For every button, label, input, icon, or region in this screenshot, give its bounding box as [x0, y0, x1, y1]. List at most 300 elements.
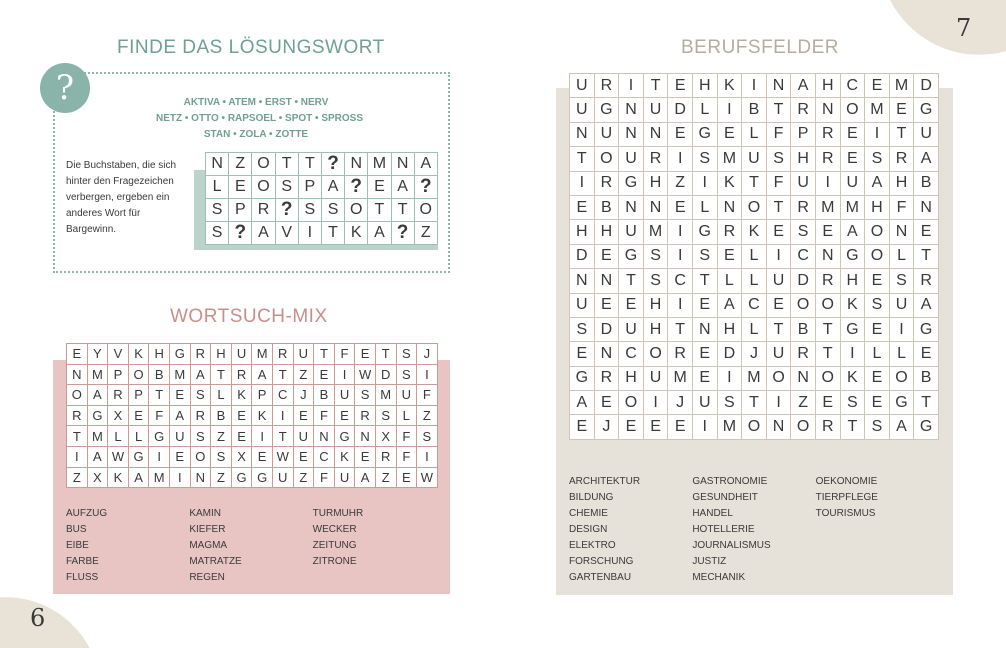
letter-cell[interactable]: O [252, 176, 275, 199]
letter-cell[interactable]: O [815, 366, 840, 390]
letter-cell[interactable]: Z [211, 467, 232, 488]
letter-cell[interactable]: T [766, 195, 791, 219]
letter-cell[interactable]: T [889, 122, 914, 146]
letter-cell[interactable]: G [87, 405, 108, 426]
letter-cell[interactable]: D [668, 98, 693, 122]
letter-cell[interactable]: H [815, 74, 840, 98]
letter-cell[interactable]: I [298, 222, 321, 245]
letter-cell[interactable]: U [791, 171, 816, 195]
letter-cell[interactable]: A [914, 147, 939, 171]
letter-cell[interactable]: S [375, 405, 396, 426]
letter-cell[interactable]: U [570, 98, 595, 122]
letter-cell[interactable]: U [643, 366, 668, 390]
letter-cell[interactable]: S [298, 199, 321, 222]
letter-cell[interactable]: I [692, 415, 717, 439]
letter-cell[interactable]: O [815, 293, 840, 317]
letter-cell[interactable]: A [87, 446, 108, 467]
letter-cell[interactable]: I [815, 171, 840, 195]
letter-cell[interactable]: F [396, 426, 417, 447]
letter-cell[interactable]: B [594, 195, 619, 219]
letter-cell[interactable]: H [211, 344, 232, 365]
letter-cell[interactable]: Z [414, 222, 437, 245]
letter-cell[interactable]: H [791, 147, 816, 171]
letter-cell[interactable]: E [293, 405, 314, 426]
letter-cell[interactable]: N [914, 195, 939, 219]
letter-cell[interactable]: A [865, 171, 890, 195]
letter-cell[interactable]: C [742, 293, 767, 317]
letter-cell[interactable]: F [889, 195, 914, 219]
letter-cell[interactable]: E [570, 342, 595, 366]
letter-cell[interactable]: V [108, 344, 129, 365]
letter-cell[interactable]: N [815, 244, 840, 268]
letter-cell[interactable]: Z [417, 405, 438, 426]
letter-cell[interactable]: L [211, 385, 232, 406]
letter-cell[interactable]: E [594, 391, 619, 415]
letter-cell[interactable]: M [87, 364, 108, 385]
letter-cell[interactable]: S [889, 269, 914, 293]
letter-cell[interactable]: N [345, 153, 368, 176]
letter-cell[interactable]: E [840, 147, 865, 171]
letter-cell[interactable]: E [840, 122, 865, 146]
letter-cell[interactable]: I [619, 74, 644, 98]
letter-cell[interactable]: U [272, 467, 293, 488]
letter-cell[interactable]: L [865, 342, 890, 366]
letter-cell[interactable]: S [211, 446, 232, 467]
letter-cell[interactable]: J [742, 342, 767, 366]
letter-cell[interactable]: E [692, 293, 717, 317]
letter-cell[interactable]: T [298, 153, 321, 176]
letter-cell[interactable]: H [840, 269, 865, 293]
letter-cell[interactable]: R [791, 195, 816, 219]
letter-cell[interactable]: N [619, 195, 644, 219]
letter-cell[interactable]: R [815, 122, 840, 146]
hidden-letter-cell[interactable]: ? [391, 222, 414, 245]
letter-cell[interactable]: I [169, 467, 190, 488]
letter-cell[interactable]: T [619, 269, 644, 293]
letter-cell[interactable]: T [570, 147, 595, 171]
letter-cell[interactable]: E [67, 344, 88, 365]
letter-cell[interactable]: R [67, 405, 88, 426]
letter-cell[interactable]: L [128, 426, 149, 447]
letter-cell[interactable]: N [206, 153, 229, 176]
hidden-letter-cell[interactable]: ? [275, 199, 298, 222]
letter-cell[interactable]: U [914, 122, 939, 146]
letter-cell[interactable]: E [128, 405, 149, 426]
letter-cell[interactable]: K [231, 385, 252, 406]
letter-cell[interactable]: D [375, 364, 396, 385]
letter-cell[interactable]: P [108, 364, 129, 385]
letter-cell[interactable]: C [314, 446, 335, 467]
letter-cell[interactable]: X [108, 405, 129, 426]
letter-cell[interactable]: S [791, 220, 816, 244]
letter-cell[interactable]: O [742, 415, 767, 439]
letter-cell[interactable]: E [594, 244, 619, 268]
letter-cell[interactable]: P [252, 385, 273, 406]
letter-cell[interactable]: W [272, 446, 293, 467]
letter-cell[interactable]: R [272, 344, 293, 365]
hidden-letter-cell[interactable]: ? [229, 222, 252, 245]
letter-cell[interactable]: N [619, 98, 644, 122]
letter-cell[interactable]: T [692, 269, 717, 293]
letter-cell[interactable]: I [570, 171, 595, 195]
letter-cell[interactable]: R [668, 342, 693, 366]
letter-cell[interactable]: K [717, 74, 742, 98]
letter-cell[interactable]: M [865, 98, 890, 122]
letter-cell[interactable]: J [668, 391, 693, 415]
letter-cell[interactable]: F [334, 344, 355, 365]
letter-cell[interactable]: S [206, 222, 229, 245]
letter-cell[interactable]: O [791, 293, 816, 317]
letter-cell[interactable]: R [355, 405, 376, 426]
letter-cell[interactable]: R [914, 269, 939, 293]
letter-cell[interactable]: Z [293, 467, 314, 488]
letter-cell[interactable]: P [229, 199, 252, 222]
letter-cell[interactable]: C [668, 269, 693, 293]
hidden-letter-cell[interactable]: ? [321, 153, 344, 176]
letter-cell[interactable]: N [791, 366, 816, 390]
letter-cell[interactable]: B [914, 366, 939, 390]
letter-cell[interactable]: E [865, 366, 890, 390]
letter-cell[interactable]: O [865, 220, 890, 244]
letter-cell[interactable]: B [742, 98, 767, 122]
letter-cell[interactable]: S [321, 199, 344, 222]
letter-cell[interactable]: T [375, 344, 396, 365]
letter-cell[interactable]: E [570, 415, 595, 439]
letter-cell[interactable]: M [742, 366, 767, 390]
letter-cell[interactable]: G [128, 446, 149, 467]
letter-cell[interactable]: M [840, 195, 865, 219]
letter-cell[interactable]: O [128, 364, 149, 385]
letter-cell[interactable]: S [865, 293, 890, 317]
letter-cell[interactable]: E [231, 426, 252, 447]
letter-cell[interactable]: X [375, 426, 396, 447]
letter-cell[interactable]: A [190, 364, 211, 385]
letter-cell[interactable]: A [87, 385, 108, 406]
letter-cell[interactable]: I [766, 391, 791, 415]
letter-cell[interactable]: T [321, 222, 344, 245]
letter-cell[interactable]: K [252, 405, 273, 426]
letter-cell[interactable]: U [334, 385, 355, 406]
letter-cell[interactable]: E [865, 391, 890, 415]
letter-cell[interactable]: E [914, 220, 939, 244]
letter-cell[interactable]: U [643, 98, 668, 122]
letter-cell[interactable]: E [668, 195, 693, 219]
letter-cell[interactable]: I [766, 244, 791, 268]
letter-cell[interactable]: E [668, 415, 693, 439]
letter-cell[interactable]: T [914, 391, 939, 415]
letter-cell[interactable]: U [169, 426, 190, 447]
letter-cell[interactable]: E [865, 269, 890, 293]
letter-cell[interactable]: N [314, 426, 335, 447]
letter-cell[interactable]: O [791, 415, 816, 439]
letter-cell[interactable]: N [594, 342, 619, 366]
letter-cell[interactable]: S [417, 426, 438, 447]
letter-cell[interactable]: F [766, 171, 791, 195]
letter-cell[interactable]: I [67, 446, 88, 467]
letter-cell[interactable]: L [742, 317, 767, 341]
letter-cell[interactable]: H [889, 171, 914, 195]
letter-cell[interactable]: E [668, 74, 693, 98]
letter-cell[interactable]: S [717, 391, 742, 415]
letter-cell[interactable]: H [717, 317, 742, 341]
letter-cell[interactable]: G [169, 344, 190, 365]
letter-cell[interactable]: E [865, 317, 890, 341]
letter-cell[interactable]: I [149, 446, 170, 467]
letter-cell[interactable]: S [840, 391, 865, 415]
letter-cell[interactable]: E [355, 446, 376, 467]
letter-cell[interactable]: E [815, 391, 840, 415]
letter-cell[interactable]: W [108, 446, 129, 467]
letter-cell[interactable]: H [570, 220, 595, 244]
letter-cell[interactable]: R [594, 74, 619, 98]
letter-cell[interactable]: K [742, 220, 767, 244]
letter-cell[interactable]: G [914, 317, 939, 341]
letter-cell[interactable]: N [570, 122, 595, 146]
letter-cell[interactable]: S [396, 344, 417, 365]
letter-cell[interactable]: S [865, 147, 890, 171]
letter-cell[interactable]: S [865, 415, 890, 439]
letter-cell[interactable]: O [67, 385, 88, 406]
letter-cell[interactable]: U [619, 147, 644, 171]
letter-cell[interactable]: R [791, 342, 816, 366]
letter-cell[interactable]: L [717, 269, 742, 293]
letter-cell[interactable]: C [791, 244, 816, 268]
letter-cell[interactable]: U [692, 391, 717, 415]
letter-cell[interactable]: A [368, 222, 391, 245]
letter-cell[interactable]: O [619, 391, 644, 415]
letter-cell[interactable]: K [840, 366, 865, 390]
letter-cell[interactable]: K [717, 171, 742, 195]
letter-cell[interactable]: T [67, 426, 88, 447]
letter-cell[interactable]: I [417, 364, 438, 385]
letter-cell[interactable]: I [643, 391, 668, 415]
letter-cell[interactable]: H [865, 195, 890, 219]
letter-cell[interactable]: U [840, 171, 865, 195]
letter-cell[interactable]: O [865, 244, 890, 268]
letter-cell[interactable]: S [766, 147, 791, 171]
letter-cell[interactable]: E [334, 405, 355, 426]
letter-cell[interactable]: G [619, 171, 644, 195]
letter-cell[interactable]: I [840, 342, 865, 366]
letter-cell[interactable]: O [889, 366, 914, 390]
letter-cell[interactable]: E [368, 176, 391, 199]
letter-cell[interactable]: L [692, 195, 717, 219]
letter-cell[interactable]: R [815, 269, 840, 293]
letter-cell[interactable]: C [272, 385, 293, 406]
letter-cell[interactable]: Z [375, 467, 396, 488]
letter-cell[interactable]: U [889, 293, 914, 317]
letter-cell[interactable]: I [889, 317, 914, 341]
letter-cell[interactable]: P [128, 385, 149, 406]
letter-cell[interactable]: N [692, 317, 717, 341]
letter-cell[interactable]: L [742, 269, 767, 293]
letter-cell[interactable]: D [791, 269, 816, 293]
letter-cell[interactable]: L [742, 244, 767, 268]
letter-cell[interactable]: E [717, 244, 742, 268]
letter-cell[interactable]: R [815, 415, 840, 439]
letter-cell[interactable]: I [334, 364, 355, 385]
letter-cell[interactable]: U [570, 293, 595, 317]
letter-cell[interactable]: M [375, 385, 396, 406]
letter-cell[interactable]: O [766, 366, 791, 390]
letter-cell[interactable]: E [169, 385, 190, 406]
letter-cell[interactable]: Z [791, 391, 816, 415]
letter-cell[interactable]: R [375, 446, 396, 467]
letter-cell[interactable]: S [643, 269, 668, 293]
letter-cell[interactable]: E [815, 220, 840, 244]
letter-cell[interactable]: G [889, 391, 914, 415]
letter-cell[interactable]: E [717, 122, 742, 146]
letter-cell[interactable]: G [231, 467, 252, 488]
letter-cell[interactable]: B [914, 171, 939, 195]
letter-cell[interactable]: U [619, 220, 644, 244]
letter-cell[interactable]: T [815, 342, 840, 366]
letter-cell[interactable]: E [231, 405, 252, 426]
letter-cell[interactable]: Z [229, 153, 252, 176]
letter-cell[interactable]: T [275, 153, 298, 176]
letter-cell[interactable]: U [396, 385, 417, 406]
letter-cell[interactable]: A [914, 293, 939, 317]
letter-cell[interactable]: C [840, 74, 865, 98]
letter-cell[interactable]: I [668, 293, 693, 317]
letter-cell[interactable]: B [791, 317, 816, 341]
letter-cell[interactable]: I [272, 405, 293, 426]
letter-cell[interactable]: A [391, 176, 414, 199]
letter-cell[interactable]: T [668, 317, 693, 341]
letter-cell[interactable]: H [643, 171, 668, 195]
letter-cell[interactable]: E [643, 415, 668, 439]
letter-cell[interactable]: W [355, 364, 376, 385]
letter-cell[interactable]: E [889, 98, 914, 122]
letter-cell[interactable]: N [570, 269, 595, 293]
letter-cell[interactable]: S [355, 385, 376, 406]
letter-cell[interactable]: R [815, 147, 840, 171]
letter-cell[interactable]: I [742, 74, 767, 98]
letter-cell[interactable]: S [692, 244, 717, 268]
letter-cell[interactable]: E [293, 446, 314, 467]
letter-cell[interactable]: R [108, 385, 129, 406]
letter-cell[interactable]: G [619, 244, 644, 268]
letter-cell[interactable]: E [355, 344, 376, 365]
letter-cell[interactable]: A [791, 74, 816, 98]
letter-cell[interactable]: N [766, 415, 791, 439]
letter-cell[interactable]: I [417, 446, 438, 467]
letter-cell[interactable]: E [865, 74, 890, 98]
letter-cell[interactable]: L [742, 122, 767, 146]
letter-cell[interactable]: T [742, 171, 767, 195]
letter-cell[interactable]: N [643, 195, 668, 219]
letter-cell[interactable]: F [396, 446, 417, 467]
letter-cell[interactable]: R [791, 98, 816, 122]
letter-cell[interactable]: S [692, 147, 717, 171]
letter-cell[interactable]: E [229, 176, 252, 199]
letter-cell[interactable]: J [417, 344, 438, 365]
letter-cell[interactable]: N [619, 122, 644, 146]
letter-cell[interactable]: D [914, 74, 939, 98]
letter-cell[interactable]: O [252, 153, 275, 176]
letter-cell[interactable]: E [668, 122, 693, 146]
letter-cell[interactable]: N [594, 269, 619, 293]
letter-cell[interactable]: N [355, 426, 376, 447]
letter-cell[interactable]: U [293, 344, 314, 365]
letter-cell[interactable]: G [570, 366, 595, 390]
letter-cell[interactable]: H [692, 74, 717, 98]
letter-cell[interactable]: R [594, 171, 619, 195]
letter-cell[interactable]: A [169, 405, 190, 426]
letter-cell[interactable]: E [314, 364, 335, 385]
letter-cell[interactable]: B [211, 405, 232, 426]
letter-cell[interactable]: L [206, 176, 229, 199]
letter-cell[interactable]: U [766, 342, 791, 366]
letter-cell[interactable]: R [643, 147, 668, 171]
letter-cell[interactable]: A [717, 293, 742, 317]
letter-cell[interactable]: E [766, 293, 791, 317]
letter-cell[interactable]: K [345, 222, 368, 245]
letter-cell[interactable]: G [149, 426, 170, 447]
letter-cell[interactable]: E [766, 220, 791, 244]
letter-cell[interactable]: T [391, 199, 414, 222]
letter-cell[interactable]: R [231, 364, 252, 385]
letter-cell[interactable]: M [169, 364, 190, 385]
letter-cell[interactable]: K [108, 467, 129, 488]
letter-cell[interactable]: T [840, 415, 865, 439]
letter-cell[interactable]: H [619, 366, 644, 390]
letter-cell[interactable]: E [914, 342, 939, 366]
letter-cell[interactable]: U [766, 269, 791, 293]
letter-cell[interactable]: M [252, 344, 273, 365]
letter-cell[interactable]: L [692, 98, 717, 122]
letter-cell[interactable]: M [889, 74, 914, 98]
letter-cell[interactable]: M [368, 153, 391, 176]
letter-cell[interactable]: G [914, 98, 939, 122]
letter-cell[interactable]: R [889, 147, 914, 171]
letter-cell[interactable]: F [417, 385, 438, 406]
letter-cell[interactable]: T [272, 364, 293, 385]
letter-cell[interactable]: T [272, 426, 293, 447]
letter-cell[interactable]: T [211, 364, 232, 385]
letter-cell[interactable]: E [252, 446, 273, 467]
letter-cell[interactable]: A [570, 391, 595, 415]
letter-cell[interactable]: A [355, 467, 376, 488]
letter-cell[interactable]: T [742, 391, 767, 415]
letter-cell[interactable]: K [334, 446, 355, 467]
letter-cell[interactable]: H [643, 317, 668, 341]
letter-cell[interactable]: E [169, 446, 190, 467]
letter-cell[interactable]: N [717, 195, 742, 219]
letter-cell[interactable]: S [570, 317, 595, 341]
letter-cell[interactable]: S [206, 199, 229, 222]
hidden-letter-cell[interactable]: ? [414, 176, 437, 199]
letter-cell[interactable]: E [594, 293, 619, 317]
letter-cell[interactable]: T [766, 317, 791, 341]
letter-cell[interactable]: A [128, 467, 149, 488]
letter-cell[interactable]: Z [211, 426, 232, 447]
letter-cell[interactable]: N [889, 220, 914, 244]
letter-cell[interactable]: F [314, 405, 335, 426]
letter-cell[interactable]: O [643, 342, 668, 366]
letter-cell[interactable]: O [345, 199, 368, 222]
letter-cell[interactable]: M [149, 467, 170, 488]
letter-cell[interactable]: M [668, 366, 693, 390]
letter-cell[interactable]: S [190, 385, 211, 406]
letter-cell[interactable]: I [252, 426, 273, 447]
letter-cell[interactable]: G [692, 122, 717, 146]
letter-cell[interactable]: D [570, 244, 595, 268]
letter-cell[interactable]: F [149, 405, 170, 426]
letter-cell[interactable]: N [190, 467, 211, 488]
letter-cell[interactable]: J [293, 385, 314, 406]
letter-cell[interactable]: T [643, 74, 668, 98]
